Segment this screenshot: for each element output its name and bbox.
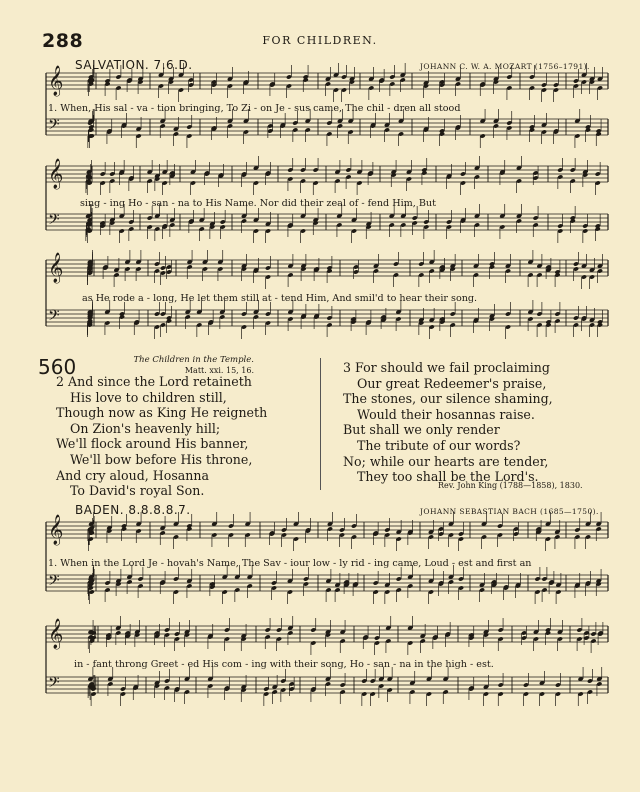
verse-line: But shall we only render <box>343 422 500 438</box>
verse-line: No; while our hearts are tender, <box>343 453 549 469</box>
column-divider <box>320 358 321 490</box>
stanza-3 <box>343 360 553 485</box>
verse-line: On Zion's heavenly hill; <box>70 420 221 436</box>
scripture-reference: Matt. xxi. 15, 16. <box>184 366 254 375</box>
bass-clef-icon: 𝄢 <box>48 116 60 137</box>
page-header: FOR CHILDREN. <box>262 34 378 47</box>
verse-line: And cry aloud, Hosanna <box>56 467 210 483</box>
verse-line: 2 And since the Lord retaineth <box>56 374 252 389</box>
stanza-2 <box>56 374 267 499</box>
treble-clef-icon: 𝄞 <box>48 159 64 189</box>
verse-line: His love to children still, <box>70 389 227 405</box>
verse-line: Though now as King He reigneth <box>56 405 268 421</box>
lyric-line: 1. When in the Lord Je - hovah's Name, The Sav - iour low - ly rid - ing came, Loud - est and first an <box>48 558 532 569</box>
verse-line: 3 For should we fail proclaiming <box>343 360 550 375</box>
verse-line: To David's royal Son. <box>70 483 205 499</box>
tune-name-baden: BADEN. 8.8.8.8.7. <box>75 503 191 517</box>
tune-name-salvation: SALVATION. 7.6.D. <box>75 58 193 72</box>
treble-clef-icon: 𝄞 <box>48 619 64 649</box>
treble-clef-icon: 𝄞 <box>48 253 64 283</box>
verse-line: Our great Redeemer's praise, <box>357 375 547 391</box>
treble-clef-icon: 𝄞 <box>48 515 64 545</box>
bass-clef-icon: 𝄢 <box>48 307 60 328</box>
verse-line: The stones, our silence shaming, <box>343 391 553 407</box>
treble-clef-icon: 𝄞 <box>48 66 64 96</box>
lyric-line: in - fant throng Greet - ed His com - ing with their song, Ho - san - na in the high - est. <box>74 659 494 670</box>
verse-line: The tribute of our words? <box>357 437 521 453</box>
page-number: 288 <box>42 30 84 52</box>
lyric-line: sing - ing Ho - san - na to His Name. Nor did their zeal of - fend Him, But <box>80 198 436 209</box>
lyric-line: as He rode a - long, He let them still at - tend Him, And smil'd to hear their song. <box>82 293 478 304</box>
composer-bach: JOHANN SEBASTIAN BACH (1685—1750). <box>420 507 599 516</box>
author-attribution: Rev. John King (1788—1858), 1830. <box>438 481 583 490</box>
bass-clef-icon: 𝄢 <box>48 674 60 695</box>
hymn-number: 560 <box>38 355 77 379</box>
bass-clef-icon: 𝄢 <box>48 572 60 593</box>
composer-mozart: JOHANN C. W. A. MOZART (1756–1791). <box>420 62 590 71</box>
lyric-line: 1. When, His sal - va - tion bringing, To Zi - on Je - sus came, The chil - dren all stood <box>48 103 461 114</box>
verse-line: We'll bow before His throne, <box>70 451 253 467</box>
verse-line: Would their hosannas raise. <box>357 406 535 422</box>
hymn-occasion: The Children in the Temple. <box>133 355 254 365</box>
verse-line: They too shall be the Lord's. <box>357 469 539 485</box>
verse-line: We'll flock around His banner, <box>56 436 249 452</box>
bass-clef-icon: 𝄢 <box>48 211 60 232</box>
